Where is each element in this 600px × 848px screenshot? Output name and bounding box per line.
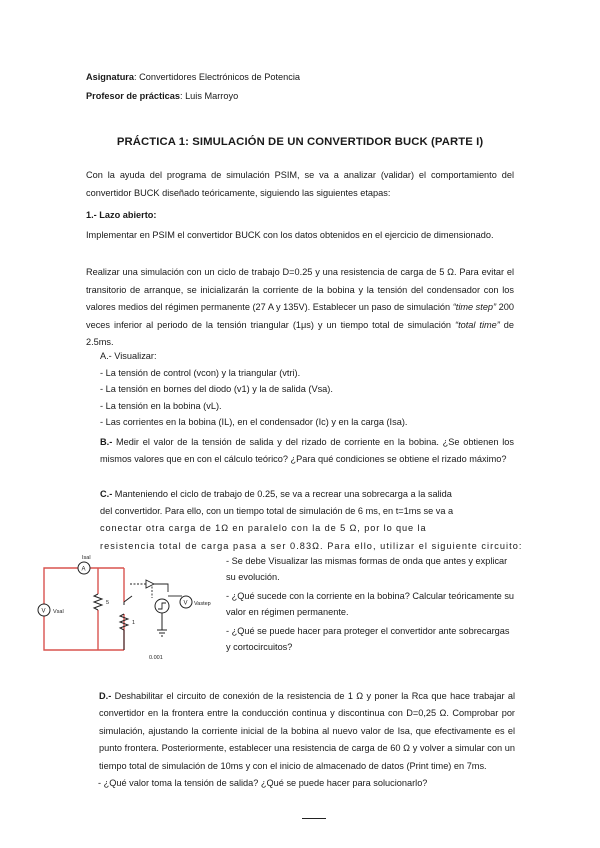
sim-text-c: de 2.5ms. bbox=[86, 319, 514, 348]
note-item: - ¿Qué se puede hacer para proteger el convertidor ante sobrecargas y cortocircuitos? bbox=[226, 626, 510, 652]
driver-icon bbox=[146, 580, 154, 588]
vsal-label: Vsal bbox=[53, 609, 64, 615]
sim-text-b: 200 veces inferior al periodo de la tensión triangular (1μs) y un tiempo total de simulación bbox=[86, 302, 514, 330]
r1-label: 1 bbox=[132, 620, 136, 626]
vastep-label: Vastep bbox=[194, 601, 211, 607]
note-item: - ¿Qué sucede con la corriente en la bobina? Calcular teóricamente su valor en régimen permanente. bbox=[226, 591, 515, 617]
vastep-glyph: V bbox=[183, 600, 188, 607]
note-item: - Se debe Visualizar las mismas formas de onda que antes y explicar su evolución. bbox=[226, 556, 508, 582]
part-d-paragraph bbox=[99, 688, 515, 775]
list-item: - La tensión en la bobina (vL). bbox=[100, 400, 222, 411]
professor-line bbox=[86, 91, 238, 101]
subject-label: Asignatura bbox=[86, 72, 134, 82]
part-c-label: C.- bbox=[100, 489, 113, 499]
switch-icon bbox=[124, 596, 132, 602]
simulation-paragraph bbox=[86, 264, 514, 352]
professor-label: Profesor de prácticas bbox=[86, 91, 180, 101]
part-b-paragraph bbox=[100, 434, 514, 469]
final-question: - ¿Qué valor toma la tensión de salida? ¿Qué se puede hacer para solucionarlo? bbox=[98, 778, 428, 788]
intro-paragraph: Con la ayuda del programa de simulación PSIM, se va a analizar (validar) el comportamiento del convertidor BUCK diseñado teóricamente, siguiendo las siguientes etapas: bbox=[86, 170, 514, 198]
page-title: PRÁCTICA 1: SIMULACIÓN DE UN CONVERTIDOR BUCK (PARTE I) bbox=[116, 136, 484, 148]
page-footer-rule bbox=[302, 818, 326, 819]
part-b-label: B.- bbox=[100, 437, 113, 447]
step-time-label: 0.001 bbox=[149, 655, 163, 661]
list-item: - La tensión en bornes del diodo (v1) y la de salida (Vsa). bbox=[100, 384, 333, 395]
part-c-line2: del convertidor. Para ello, con un tiempo total de simulación de 6 ms, en t=1ms se va a bbox=[100, 506, 454, 517]
implement-paragraph: Implementar en PSIM el convertidor BUCK con los datos obtenidos en el ejercicio de dimensionado. bbox=[86, 230, 494, 240]
section-heading-open-loop: 1.- Lazo abierto: bbox=[86, 210, 157, 220]
r5-label: 5 bbox=[106, 600, 110, 606]
part-a-list bbox=[100, 348, 514, 431]
part-d-label: D.- bbox=[99, 691, 112, 701]
circuit-notes bbox=[226, 554, 516, 660]
circuit-diagram bbox=[34, 554, 222, 666]
sim-text-a: Realizar una simulación con un ciclo de trabajo D=0.25 y una resistencia de carga de 5 Ω. Para evitar el transitorio de arranque, se inicializarán la corriente de la bobina y la tensión del condensador con los valores medios del régimen permanente (27 A y 135V). Establecer un paso de simulación bbox=[86, 267, 514, 313]
part-d-text: Deshabilitar el circuito de conexión de la resistencia de 1 Ω y poner la Rca que hace trabajar al convertidor en la frontera entre la conducción continua y discontinua con D=0,25 Ω. Comprobar por simulación, ajustando la corriente inicial de la bobina al nuevo valor de Isa, que efectivamente es el punto frontera. Posteriormente, establecer una resistencia de carga de 60 Ω y volver a simular con un tiempo total de simulación de 10ms y con el inicio de almacenado de datos (Print time) en 7ms. bbox=[99, 691, 515, 771]
resistor-5-icon bbox=[94, 594, 102, 610]
part-c-line3: conectar otra carga de 1Ω en paralelo con la de 5 Ω, por lo que la bbox=[100, 523, 427, 534]
ammeter-glyph: A bbox=[81, 566, 86, 573]
part-c-line1: Manteniendo el ciclo de trabajo de 0.25, se va a recrear una sobrecarga a la salida bbox=[112, 489, 452, 499]
subject-line bbox=[86, 72, 300, 82]
subject-value: : Convertidores Electrónicos de Potencia bbox=[134, 72, 300, 82]
part-c-paragraph bbox=[100, 486, 523, 555]
part-a-title: A.- Visualizar: bbox=[100, 351, 157, 361]
professor-value: : Luis Marroyo bbox=[179, 91, 239, 101]
list-item: - Las corrientes en la bobina (IL), en el condensador (Ic) y en la carga (Isa). bbox=[100, 417, 408, 428]
part-c-line4: resistencia total de carga pasa a ser 0.83Ω. Para ello, utilizar el siguiente circuito: bbox=[100, 540, 523, 551]
isal-label: Isal bbox=[82, 555, 91, 561]
part-b-text: Medir el valor de la tensión de salida y del rizado de corriente en la bobina. ¿Se obtienen los mismos valores que en con el cálculo teórico? ¿Para qué condiciones se obtiene el rizado máximo? bbox=[100, 437, 514, 465]
voltmeter-glyph: V bbox=[41, 608, 46, 615]
time-step-term: “time step” bbox=[452, 302, 497, 313]
wire-bottom bbox=[44, 616, 124, 650]
total-time-term: “total time” bbox=[455, 319, 500, 330]
list-item: - La tensión de control (vcon) y la triangular (vtri). bbox=[100, 367, 301, 378]
driver-wire bbox=[154, 584, 168, 592]
